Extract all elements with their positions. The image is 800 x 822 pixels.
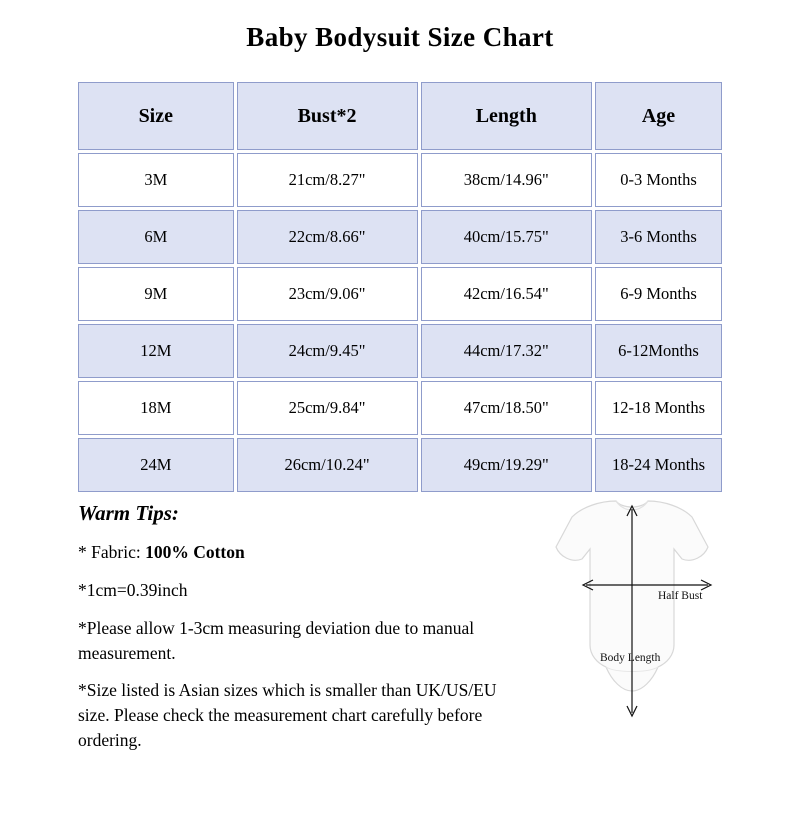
cell-age: 0-3 Months — [595, 153, 722, 207]
cell-bust: 25cm/9.84" — [237, 381, 418, 435]
table-row — [78, 210, 722, 264]
cell-length: 47cm/18.50" — [421, 381, 592, 435]
cell-length: 42cm/16.54" — [421, 267, 592, 321]
cell-bust: 24cm/9.45" — [237, 324, 418, 378]
cell-age: 3-6 Months — [595, 210, 722, 264]
cell-age: 6-9 Months — [595, 267, 722, 321]
column-header-age: Age — [595, 82, 722, 150]
column-header-length: Length — [421, 82, 592, 150]
warm-tips-heading: Warm Tips: — [78, 501, 179, 525]
bodysuit-diagram — [512, 495, 752, 745]
cell-length: 38cm/14.96" — [421, 153, 592, 207]
cell-size: 12M — [78, 324, 234, 378]
tip-fabric-value: 100% Cotton — [145, 542, 245, 562]
column-header-size: Size — [78, 82, 234, 150]
cell-bust: 22cm/8.66" — [237, 210, 418, 264]
tip-asian-sizes: *Size listed is Asian sizes which is smaller than UK/US/EU size. Please check the measurement chart carefully before ordering. — [78, 680, 497, 750]
body-length-label: Body Length — [600, 652, 661, 664]
cell-size: 9M — [78, 267, 234, 321]
cell-size: 3M — [78, 153, 234, 207]
cell-age: 12-18 Months — [595, 381, 722, 435]
column-header-bust: Bust*2 — [237, 82, 418, 150]
half-bust-label: Half Bust — [658, 590, 703, 602]
cell-size: 18M — [78, 381, 234, 435]
cell-bust: 23cm/9.06" — [237, 267, 418, 321]
tip-fabric — [78, 540, 518, 565]
cell-size: 24M — [78, 438, 234, 492]
table-header-row — [78, 82, 722, 150]
table-row — [78, 438, 722, 492]
lower-section — [0, 495, 800, 755]
table-row — [78, 153, 722, 207]
tip-deviation: *Please allow 1-3cm measuring deviation due to manual measurement. — [78, 618, 475, 663]
cell-age: 6-12Months — [595, 324, 722, 378]
cell-size: 6M — [78, 210, 234, 264]
warm-tips-block — [78, 501, 518, 765]
cell-bust: 21cm/8.27" — [237, 153, 418, 207]
table-row — [78, 381, 722, 435]
page-title: Baby Bodysuit Size Chart — [246, 22, 554, 52]
tip-fabric-prefix: * Fabric: — [78, 542, 146, 562]
size-chart-page — [0, 22, 800, 822]
cell-length: 49cm/19.29" — [421, 438, 592, 492]
cell-bust: 26cm/10.24" — [237, 438, 418, 492]
cell-length: 40cm/15.75" — [421, 210, 592, 264]
cell-age: 18-24 Months — [595, 438, 722, 492]
size-chart-table — [75, 79, 725, 495]
cell-length: 44cm/17.32" — [421, 324, 592, 378]
table-row — [78, 324, 722, 378]
table-row — [78, 267, 722, 321]
tip-conversion: *1cm=0.39inch — [78, 580, 188, 600]
